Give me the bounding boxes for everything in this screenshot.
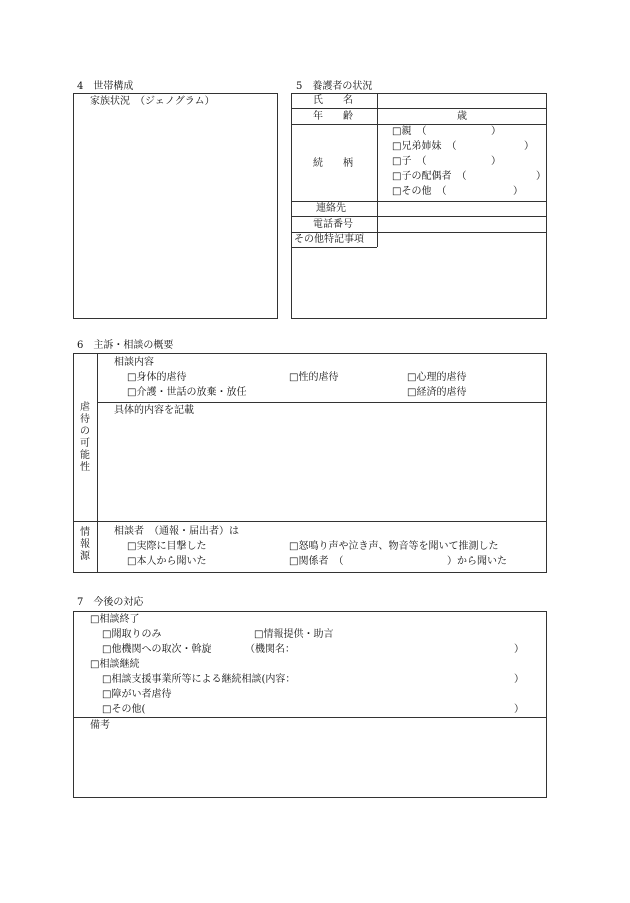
economic-abuse-checkbox[interactable]: □経済的虐待	[407, 387, 467, 398]
age-label: 年 齢	[313, 111, 353, 122]
reporter-label: 相談者 （通報・届出者）は	[114, 526, 239, 537]
other-notes-label: その他特記事項	[294, 234, 364, 245]
section-4-heading: 4 世帯構成	[77, 81, 134, 92]
remarks-label: 備考	[90, 720, 110, 731]
phone-label: 電話番号	[313, 219, 353, 230]
detail-label: 具体的内容を記載	[114, 405, 194, 416]
family-composition-box[interactable]	[73, 93, 278, 319]
abuse-possibility-side-label: 虐 待 の 可 能 性	[80, 402, 90, 473]
relation-sibling[interactable]: □兄弟姉妹 （	[392, 141, 457, 152]
section-7-heading: 7 今後の対応	[77, 597, 144, 608]
physical-abuse-checkbox[interactable]: □身体的虐待	[127, 372, 187, 383]
relation-child-spouse[interactable]: □子の配偶者 （	[392, 171, 467, 182]
consult-content-label: 相談内容	[114, 357, 154, 368]
detail-text-area[interactable]	[98, 418, 546, 520]
inferred-checkbox[interactable]: □怒鳴り声や泣き声、物音等を聞いて推測した	[289, 541, 499, 552]
other-checkbox[interactable]: □その他(	[102, 704, 146, 715]
contact-label: 連絡先	[316, 203, 346, 214]
age-unit: 歳	[457, 111, 467, 122]
disabled-abuse-checkbox[interactable]: □障がい者虐待	[102, 689, 172, 700]
sexual-abuse-checkbox[interactable]: □性的虐待	[289, 372, 339, 383]
relation-parent[interactable]: □親 （	[392, 126, 427, 137]
witnessed-checkbox[interactable]: □実際に目撃した	[127, 541, 207, 552]
consult-end-checkbox[interactable]: □相談終了	[90, 614, 140, 625]
listen-only-checkbox[interactable]: □聞取りのみ	[102, 629, 162, 640]
heard-from-self-checkbox[interactable]: □本人から聞いた	[127, 556, 207, 567]
related-person-checkbox[interactable]: □関係者 （	[289, 556, 344, 567]
neglect-checkbox[interactable]: □介護・世話の放棄・放任	[127, 387, 247, 398]
info-advice-checkbox[interactable]: □情報提供・助言	[254, 629, 334, 640]
referral-checkbox[interactable]: □他機関への取次・斡旋	[102, 644, 212, 655]
info-source-side-label: 情 報 源	[80, 527, 90, 562]
section-5-heading: 5 養護者の状況	[296, 81, 373, 92]
section-6-heading: 6 主訴・相談の概要	[77, 340, 174, 351]
support-office-checkbox[interactable]: □相談支援事業所等による継続相談(内容：	[102, 674, 296, 685]
consult-continue-checkbox[interactable]: □相談継続	[90, 659, 140, 670]
relation-label: 続 柄	[313, 158, 353, 169]
relation-child[interactable]: □子 （	[392, 156, 427, 167]
referral-org-label: （機関名：	[245, 644, 295, 655]
relation-other[interactable]: □その他 （	[392, 186, 447, 197]
family-status-label: 家族状況 （ジェノグラム）	[90, 96, 215, 107]
name-label: 氏 名	[313, 95, 353, 106]
name-value-field[interactable]	[378, 94, 546, 108]
psychological-abuse-checkbox[interactable]: □心理的虐待	[407, 372, 467, 383]
remarks-text-area[interactable]	[74, 733, 546, 797]
